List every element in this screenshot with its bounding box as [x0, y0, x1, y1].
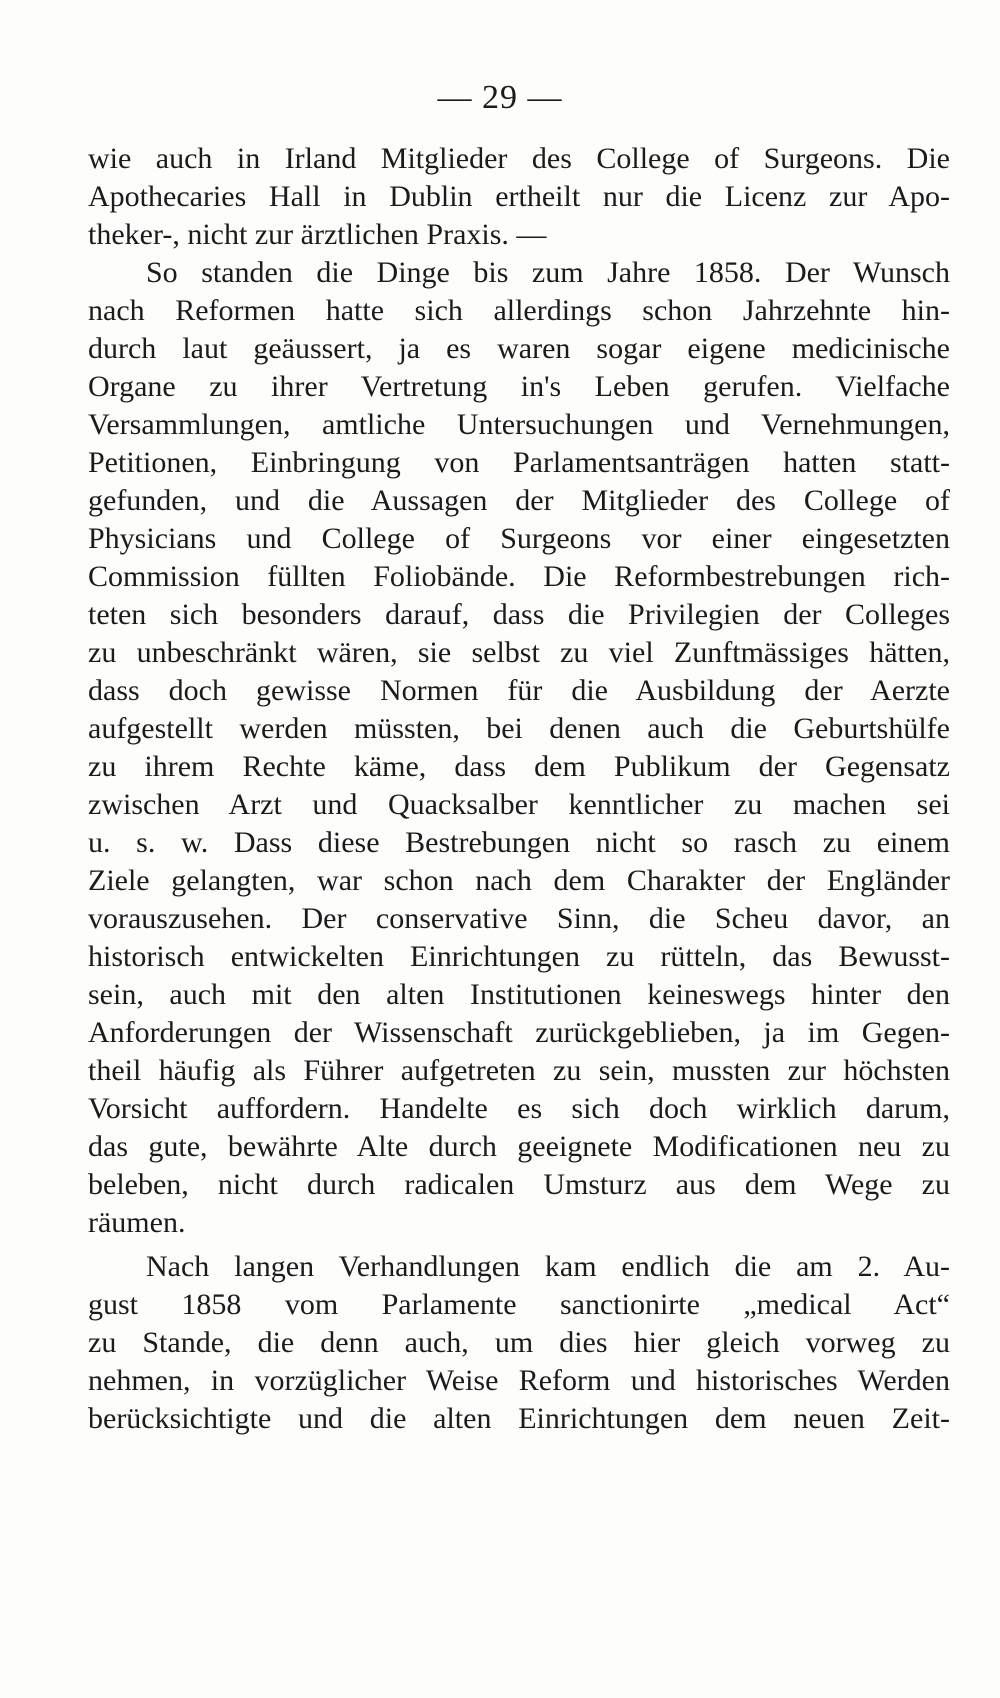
text-line: zwischen Arzt und Quacksalber kenntlicher zu machen sei [88, 788, 950, 821]
text-line: nach Reformen hatte sich allerdings schon Jahrzehnte hin- [88, 294, 950, 327]
paragraph-2 [88, 254, 950, 1242]
text-line: Versammlungen, amtliche Untersuchungen und Vernehmungen, [88, 408, 950, 441]
text-line: theker-, nicht zur ärztlichen Praxis. — [88, 218, 547, 251]
text-line: zu Stande, die denn auch, um dies hier gleich vorweg zu [88, 1326, 950, 1359]
text-line: Vorsicht auffordern. Handelte es sich doch wirklich darum, [88, 1092, 950, 1125]
text-line: zu unbeschränkt wären, sie selbst zu viel Zunftmässiges hätten, [88, 636, 950, 669]
text-line: gefunden, und die Aussagen der Mitglieder des College of [88, 484, 950, 517]
text-line: räumen. [88, 1206, 186, 1239]
text-line: gust 1858 vom Parlamente sanctionirte „medical Act“ [88, 1288, 950, 1321]
text-line: u. s. w. Dass diese Bestrebungen nicht so rasch zu einem [88, 826, 950, 859]
text-line: Anforderungen der Wissenschaft zurückgeblieben, ja im Gegen- [88, 1016, 950, 1049]
paragraph-3 [88, 1248, 950, 1438]
paragraph-1 [88, 140, 950, 254]
text-line: berücksichtigte und die alten Einrichtungen dem neuen Zeit- [88, 1402, 950, 1435]
text-line: das gute, bewährte Alte durch geeignete Modificationen neu zu [88, 1130, 950, 1163]
text-line: beleben, nicht durch radicalen Umsturz aus dem Wege zu [88, 1168, 950, 1201]
page-number: — 29 — [437, 79, 563, 116]
text-line: Apothecaries Hall in Dublin ertheilt nur die Licenz zur Apo- [88, 180, 950, 213]
text-line: sein, auch mit den alten Institutionen keineswegs hinter den [88, 978, 950, 1011]
text-line: Nach langen Verhandlungen kam endlich die am 2. Au- [146, 1250, 950, 1283]
text-line: wie auch in Irland Mitglieder des College of Surgeons. Die [88, 142, 950, 175]
text-line: theil häufig als Führer aufgetreten zu sein, mussten zur höchsten [88, 1054, 950, 1087]
text-line: Physicians und College of Surgeons vor einer eingesetzten [88, 522, 950, 555]
text-line: Organe zu ihrer Vertretung in's Leben gerufen. Vielfache [88, 370, 950, 403]
text-line: So standen die Dinge bis zum Jahre 1858. Der Wunsch [146, 256, 950, 289]
text-line: teten sich besonders darauf, dass die Privilegien der Colleges [88, 598, 950, 631]
text-line: historisch entwickelten Einrichtungen zu rütteln, das Bewusst- [88, 940, 950, 973]
text-line: durch laut geäussert, ja es waren sogar eigene medicinische [88, 332, 950, 365]
text-line: Ziele gelangten, war schon nach dem Charakter der Engländer [88, 864, 950, 897]
body-text [88, 140, 950, 1438]
text-line: zu ihrem Rechte käme, dass dem Publikum der Gegensatz [88, 750, 950, 783]
text-line: Petitionen, Einbringung von Parlamentsanträgen hatten statt- [88, 446, 950, 479]
text-line: dass doch gewisse Normen für die Ausbildung der Aerzte [88, 674, 950, 707]
text-line: Commission füllten Foliobände. Die Reformbestrebungen rich- [88, 560, 950, 593]
text-line: vorauszusehen. Der conservative Sinn, die Scheu davor, an [88, 902, 950, 935]
text-line: aufgestellt werden müssten, bei denen auch die Geburtshülfe [88, 712, 950, 745]
text-line: nehmen, in vorzüglicher Weise Reform und historisches Werden [88, 1364, 950, 1397]
